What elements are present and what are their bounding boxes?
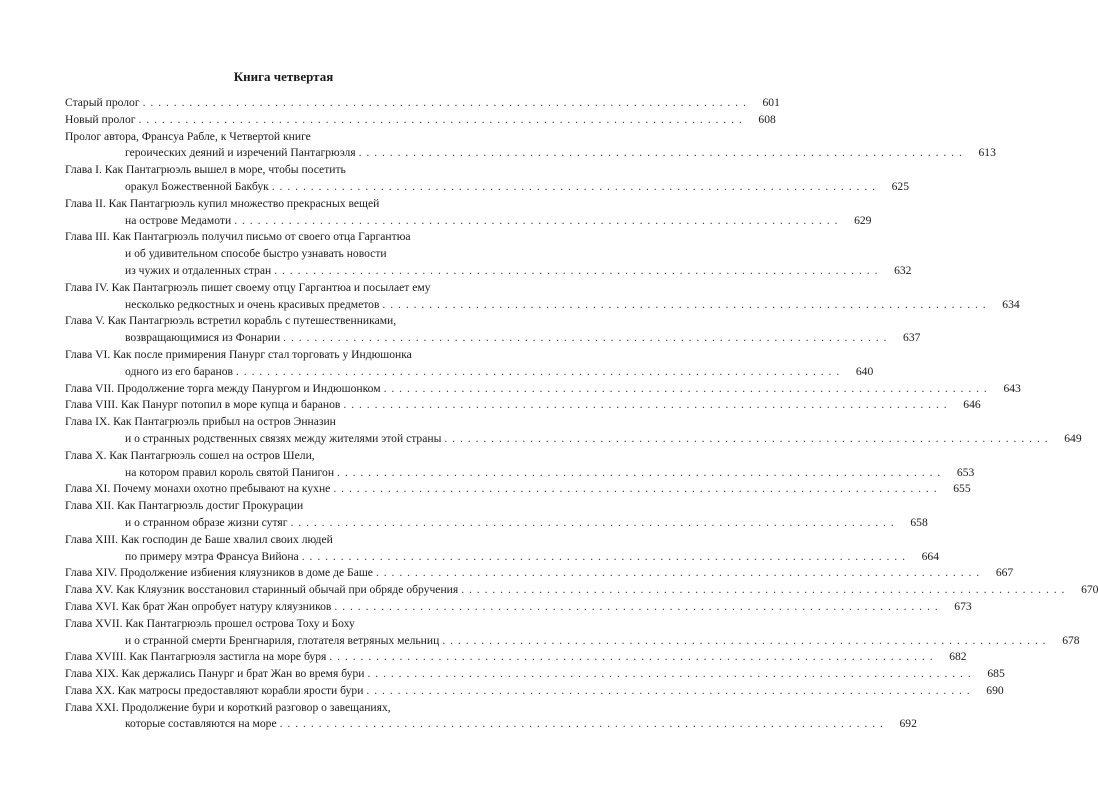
toc-line [65, 716, 917, 733]
toc-entry-title: Глава XIV. Продолжение избиения кляузников в доме де Баше [65, 566, 373, 580]
toc-entry [65, 280, 1020, 314]
toc-line [65, 465, 975, 482]
page-number: 601 [762, 96, 780, 109]
toc-entry [65, 397, 981, 414]
page-number: 685 [987, 667, 1005, 681]
toc-entry [65, 112, 776, 129]
section-heading: Книга четвертая [233, 69, 334, 84]
toc-line [65, 649, 967, 666]
toc-line [65, 95, 780, 112]
toc-entry-title: Глава V. Как Пантагрюэль встретил корабль с путешественниками, [65, 314, 397, 328]
toc-entry-title: Глава XXI. Продолжение бури и короткий разговор о завещаниях, [65, 700, 391, 714]
toc-entry-title: Глава II. Как Пантагрюэль купил множество прекрасных вещей [65, 196, 380, 210]
toc-entry-title: Глава IV. Как Пантагрюэль пишет своему отцу Гаргантюа и посылает ему [65, 280, 431, 294]
toc-entry-title: Глава XX. Как матросы предоставляют корабли ярости бури [65, 683, 364, 697]
page-number: 640 [855, 364, 874, 378]
toc-line [65, 297, 1020, 314]
dot-leader: . . . . . . . . . . . . . . . . . . . . . . . . . . . . . . . . . . . . . . . . . . . . . . . . . . . . . . . . . . . . . . . . . . . . . . . . . . . . . . [329, 650, 934, 664]
dot-leader: . . . . . . . . . . . . . . . . . . . . . . . . . . . . . . . . . . . . . . . . . . . . . . . . . . . . . . . . . . . . . . . . . . . . . . . . . . . . . . [271, 179, 877, 193]
toc-entry-title: Глава X. Как Пантагрюэль сошел на остров Шели, [65, 448, 315, 462]
dot-leader: . . . . . . . . . . . . . . . . . . . . . . . . . . . . . . . . . . . . . . . . . . . . . . . . . . . . . . . . . . . . . . . . . . . . . . . . . . . . . . [274, 263, 879, 277]
page-number: 646 [963, 398, 981, 412]
toc-line [65, 565, 1014, 582]
toc-entry-title: героических деяний и изречений Пантагрюэля [125, 146, 356, 160]
dot-leader: . . . . . . . . . . . . . . . . . . . . . . . . . . . . . . . . . . . . . . . . . . . . . . . . . . . . . . . . . . . . . . . . . . . . . . . . . . . . . . [142, 96, 747, 109]
toc-entry-title: Новый пролог [65, 112, 136, 126]
dot-leader: . . . . . . . . . . . . . . . . . . . . . . . . . . . . . . . . . . . . . . . . . . . . . . . . . . . . . . . . . . . . . . . . . . . . . . . . . . . . . . [334, 599, 939, 613]
toc-entry [65, 582, 1098, 599]
toc-entry [65, 565, 1014, 582]
toc-entry-title: оракул Божественной Бакбук [125, 179, 269, 193]
toc-line [65, 263, 912, 280]
dot-leader: . . . . . . . . . . . . . . . . . . . . . . . . . . . . . . . . . . . . . . . . . . . . . . . . . . . . . . . . . . . . . . . . . . . . . . . . . . . . . . [337, 465, 942, 479]
toc-entry-title: Пролог автора, Франсуа Рабле, к Четвертой книге [65, 129, 311, 143]
dot-leader: . . . . . . . . . . . . . . . . . . . . . . . . . . . . . . . . . . . . . . . . . . . . . . . . . . . . . . . . . . . . . . . . . . . . . . . . . . . . . . [283, 331, 888, 345]
page-number: 629 [854, 213, 872, 227]
toc-entry [65, 95, 780, 112]
page-number: 649 [1064, 431, 1082, 445]
dot-leader: . . . . . . . . . . . . . . . . . . . . . . . . . . . . . . . . . . . . . . . . . . . . . . . . . . . . . . . . . . . . . . . . . . . . . . . . . . . . . . [382, 297, 987, 311]
toc-entry-title: Глава XIII. Как господин де Баше хвалил своих людей [65, 532, 333, 546]
dot-leader: . . . . . . . . . . . . . . . . . . . . . . . . . . . . . . . . . . . . . . . . . . . . . . . . . . . . . . . . . . . . . . . . . . . . . . . . . . . . . . [234, 213, 839, 227]
dot-leader: . . . . . . . . . . . . . . . . . . . . . . . . . . . . . . . . . . . . . . . . . . . . . . . . . . . . . . . . . . . . . . . . . . . . . . . . . . . . . . [333, 482, 938, 496]
page-number: 655 [953, 482, 971, 496]
toc-entry [65, 381, 1021, 398]
toc-entry [65, 532, 939, 566]
dot-leader: . . . . . . . . . . . . . . . . . . . . . . . . . . . . . . . . . . . . . . . . . . . . . . . . . . . . . . . . . . . . . . . . . . . . . . . . . . . . . . [279, 717, 884, 731]
toc-line [65, 549, 939, 566]
toc-line [65, 179, 910, 196]
dot-leader: . . . . . . . . . . . . . . . . . . . . . . . . . . . . . . . . . . . . . . . . . . . . . . . . . . . . . . . . . . . . . . . . . . . . . . . . . . . . . . [442, 633, 1047, 647]
toc-entry-title: Глава XV. Как Кляузник восстановил старинный обычай при обряде обручения [65, 583, 459, 597]
dot-leader: . . . . . . . . . . . . . . . . . . . . . . . . . . . . . . . . . . . . . . . . . . . . . . . . . . . . . . . . . . . . . . . . . . . . . . . . . . . . . . [383, 381, 988, 395]
toc-entry [65, 229, 912, 279]
page-number: 673 [954, 599, 972, 613]
toc-entry [65, 700, 917, 734]
toc-entry [65, 649, 967, 666]
page-number: 625 [891, 179, 910, 193]
toc-entry [65, 666, 1005, 683]
toc-entry [65, 481, 971, 498]
toc-entry-title: и об удивительном способе быстро узнавать новости [125, 247, 387, 261]
toc-entry-title: на котором правил король святой Панигон [125, 465, 335, 479]
toc-entry-title: по примеру мэтра Франсуа Вийона [125, 549, 299, 563]
toc-entry [65, 129, 996, 163]
page-number: 613 [978, 146, 996, 160]
toc-entry-title: Глава IX. Как Пантагрюэль прибыл на остров Энназин [65, 415, 336, 429]
toc-entry-title: Глава XI. Почему монахи охотно пребывают на кухне [65, 482, 331, 496]
table-of-contents [65, 95, 1098, 733]
page-number: 632 [894, 263, 912, 277]
dot-leader: . . . . . . . . . . . . . . . . . . . . . . . . . . . . . . . . . . . . . . . . . . . . . . . . . . . . . . . . . . . . . . . . . . . . . . . . . . . . . . [343, 398, 948, 412]
toc-entry-title: и о странном образе жизни сутяг [125, 515, 288, 529]
page-number: 682 [949, 650, 967, 664]
dot-leader: . . . . . . . . . . . . . . . . . . . . . . . . . . . . . . . . . . . . . . . . . . . . . . . . . . . . . . . . . . . . . . . . . . . . . . . . . . . . . . [301, 549, 906, 563]
toc-entry-title: Глава VII. Продолжение торга между Панургом и Индюшонком [65, 381, 381, 395]
toc-line [65, 515, 928, 532]
toc-line [65, 397, 981, 414]
page-number: 637 [903, 331, 921, 345]
toc-entry-title: Глава VIII. Как Панург потопил в море купца и баранов [65, 398, 341, 412]
toc-entry-title: возвращающимися из Фонарии [125, 331, 281, 345]
toc-entry-title: которые составляются на море [125, 717, 277, 731]
toc-line [65, 145, 996, 162]
page-number: 634 [1002, 297, 1020, 311]
toc-line [65, 683, 1004, 700]
toc-entry [65, 448, 975, 482]
toc-line [65, 666, 1005, 683]
page-number: 653 [956, 465, 975, 479]
toc-entry-title: Глава XVI. Как брат Жан опробует натуру кляузников [65, 599, 332, 613]
toc-line [65, 213, 872, 230]
toc-entry [65, 616, 1080, 650]
toc-line [65, 481, 971, 498]
toc-entry-title: Глава I. Как Пантагрюэль вышел в море, чтобы посетить [65, 163, 346, 177]
page-number: 664 [921, 549, 939, 563]
dot-leader: . . . . . . . . . . . . . . . . . . . . . . . . . . . . . . . . . . . . . . . . . . . . . . . . . . . . . . . . . . . . . . . . . . . . . . . . . . . . . . [375, 566, 981, 580]
toc-entry-title: одного из его баранов [125, 364, 233, 378]
toc-entry-title: и о странных родственных связях между жителями этой страны [125, 431, 442, 445]
toc-entry-title: из чужих и отдаленных стран [125, 263, 272, 277]
toc-entry-title: Глава XVII. Как Пантагрюэль прошел острова Тоху и Боху [65, 616, 355, 630]
page-number: 690 [986, 683, 1004, 697]
page-number: 692 [899, 717, 917, 731]
page-number: 667 [995, 566, 1014, 580]
toc-entry [65, 313, 921, 347]
dot-leader: . . . . . . . . . . . . . . . . . . . . . . . . . . . . . . . . . . . . . . . . . . . . . . . . . . . . . . . . . . . . . . . . . . . . . . . . . . . . . . [367, 667, 972, 681]
toc-entry [65, 599, 972, 616]
toc-entry-title: и о странной смерти Бренгнариля, глотателя ветряных мельниц [125, 633, 440, 647]
toc-entry [65, 347, 874, 381]
toc-entry-title: Глава VI. Как после примирения Панург стал торговать у Индюшонка [65, 347, 412, 361]
toc-entry-title: Глава III. Как Пантагрюэль получил письмо от своего отца Гаргантюа [65, 230, 411, 244]
toc-entry-title: Глава XIX. Как держались Панург и брат Жан во время бури [65, 667, 365, 681]
toc-entry [65, 196, 872, 230]
dot-leader: . . . . . . . . . . . . . . . . . . . . . . . . . . . . . . . . . . . . . . . . . . . . . . . . . . . . . . . . . . . . . . . . . . . . . . . . . . . . . . [235, 364, 841, 378]
toc-line [65, 431, 1082, 448]
toc-entry-title: Глава XVIII. Как Пантагрюэля застигла на море буря [65, 650, 327, 664]
toc-line [65, 633, 1080, 650]
toc-entry [65, 498, 928, 532]
toc-line [65, 364, 874, 381]
page-number: 608 [758, 112, 776, 126]
toc-line [65, 599, 972, 616]
dot-leader: . . . . . . . . . . . . . . . . . . . . . . . . . . . . . . . . . . . . . . . . . . . . . . . . . . . . . . . . . . . . . . . . . . . . . . . . . . . . . . [444, 431, 1049, 445]
page-number: 678 [1062, 633, 1080, 647]
toc-entry [65, 683, 1004, 700]
toc-entry-title: несколько редкостных и очень красивых предметов [125, 297, 380, 311]
dot-leader: . . . . . . . . . . . . . . . . . . . . . . . . . . . . . . . . . . . . . . . . . . . . . . . . . . . . . . . . . . . . . . . . . . . . . . . . . . . . . . [138, 112, 743, 126]
page-number: 670 [1081, 583, 1098, 597]
toc-entry-title: Глава XII. Как Пантагрюэль достиг Прокурации [65, 499, 304, 513]
toc-entry [65, 162, 910, 196]
toc-line [65, 582, 1098, 599]
toc-line [65, 112, 776, 129]
dot-leader: . . . . . . . . . . . . . . . . . . . . . . . . . . . . . . . . . . . . . . . . . . . . . . . . . . . . . . . . . . . . . . . . . . . . . . . . . . . . . . [366, 683, 971, 697]
dot-leader: . . . . . . . . . . . . . . . . . . . . . . . . . . . . . . . . . . . . . . . . . . . . . . . . . . . . . . . . . . . . . . . . . . . . . . . . . . . . . . [358, 146, 963, 160]
toc-line [65, 330, 921, 347]
toc-entry-title: на острове Медамоти [125, 213, 232, 227]
toc-line [65, 381, 1021, 398]
toc-entry [65, 414, 1082, 448]
page-number: 658 [910, 515, 928, 529]
toc-entry-title: Старый пролог [65, 96, 140, 109]
page-number: 643 [1003, 381, 1021, 395]
dot-leader: . . . . . . . . . . . . . . . . . . . . . . . . . . . . . . . . . . . . . . . . . . . . . . . . . . . . . . . . . . . . . . . . . . . . . . . . . . . . . . [290, 515, 895, 529]
dot-leader: . . . . . . . . . . . . . . . . . . . . . . . . . . . . . . . . . . . . . . . . . . . . . . . . . . . . . . . . . . . . . . . . . . . . . . . . . . . . . . [461, 583, 1066, 597]
